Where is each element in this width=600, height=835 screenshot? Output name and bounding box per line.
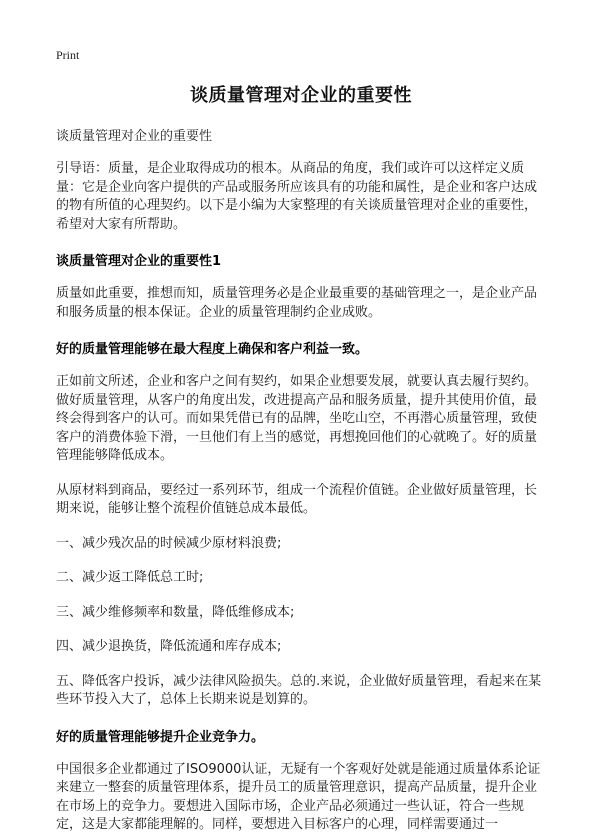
- section-heading-2: 好的质量管理能够在最大程度上确保和客户利益一致。: [56, 342, 369, 357]
- list-item: 三、减少维修频率和数量，降低维修成本;: [56, 604, 295, 620]
- list-item: 五、降低客户投诉，减少法律风险损失。总的.来说，企业做好质量管理，看起来在某些环节投入大了，总体上长期来说是划算的。: [56, 673, 542, 707]
- section1-paragraph: 质量如此重要，推想而知，质量管理务必是企业最重要的基础管理之一，是企业产品和服务质量的根本保证。企业的质量管理制约企业成败。: [56, 286, 538, 320]
- article-subtitle: 谈质量管理对企业的重要性: [56, 129, 213, 144]
- section3-paragraph: 中国很多企业都通过了ISO9000认证，无疑有一个客观好处就是能通过质量体系论证来建立一整套的质量管理体系，提升员工的质量管理意识，提高产品质量，提升企业在市场上的竞争力。要想进入国际市场，企业产品必须通过一些认证，符合一些规定，这是大家都能理解的。同样，要想进入目标客户的心理，同样需要通过一: [56, 761, 541, 832]
- section2-paragraph-1: 正如前文所述，企业和客户之间有契约，如果企业想要发展，就要认真去履行契约。做好质量管理，从客户的角度出发，改进提高产品和服务质量，提升其使用价值，最终会得到客户的认可。而如果凭借已有的品牌，坐吃山空，不再潜心质量管理，致使客户的消费体验下滑，一旦他们有上当的感觉，再想挽回他们的心就晚了。好的质量管理能够降低成本。: [56, 374, 538, 463]
- section2-paragraph-2: 从原材料到商品，要经过一系列环节，组成一个流程价值链。企业做好质量管理，长期来说，能够让整个流程价值链总成本最低。: [56, 482, 538, 516]
- print-link[interactable]: Print: [56, 48, 80, 62]
- section-heading-3: 好的质量管理能够提升企业竞争力。: [56, 729, 265, 745]
- intro-paragraph: 引导语：质量，是企业取得成功的根本。从商品的角度，我们或许可以这样定义质量：它是企业向客户提供的产品或服务所应该具有的功能和属性，是企业和客户达成的物有所值的心理契约。以下是小编为大家整理的有关谈质量管理对企业的重要性，希望对大家有所帮助。: [56, 161, 538, 232]
- list-item: 四、减少退换货，降低流通和库存成本;: [56, 639, 282, 654]
- section-heading-1: 谈质量管理对企业的重要性1: [56, 254, 222, 269]
- page-title: 谈质量管理对企业的重要性: [190, 85, 412, 106]
- list-item: 二、减少返工降低总工时;: [56, 570, 204, 585]
- list-item: 一、减少残次品的时候减少原材料浪费;: [56, 535, 282, 551]
